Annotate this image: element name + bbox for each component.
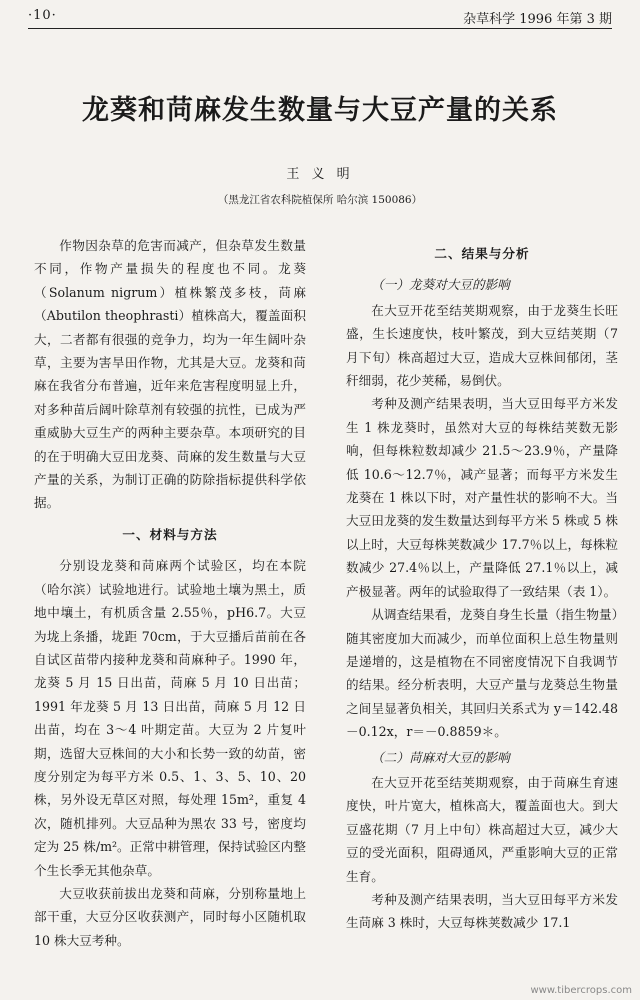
results-paragraph: 考种及测产结果表明，当大豆田每平方米发生 1 株龙葵时，虽然对大豆的每株结荚数无影响，但每株粒数却减少 21.5～23.9％，产量降低 10.6～12.7％，减产显著；而每平方米发生龙葵在 1 株以下时，对产量性状的影响不大。当大豆田龙葵的发生数量达到每平方米 5 株或 5 株以上时，大豆每株荚数减少 17.7％以上，每株粒数减少 27.4％以上，产量降低 27.1％以上，减产极显著。两年的试验取得了一致结果（表 1）。 — [346, 396, 618, 599]
results-paragraph: 在大豆开花至结荚期观察，由于龙葵生长旺盛，生长速度快，枝叶繁茂，到大豆结荚期（7 月下旬）株高超过大豆，造成大豆株间郁闭，茎秆细弱，花少荚稀，易倒伏。 — [346, 302, 618, 389]
intro-paragraph: 作物因杂草的危害而减产，但杂草发生数量不同，作物产量损失的程度也不同。龙葵（Solanum nigrum）植株繁茂多枝，苘麻（Abutilon theophrasti）植株高大，覆盖面积大，二者都有很强的竞争力，均为一年生阔叶杂草，主要为害旱田作物，尤其是大豆。龙葵和苘麻在我省分布普遍，近年来危害程度明显上升，对多种苗后阔叶除草剂有较强的抗性，已成为严重威胁大豆生产的两种主要杂草。本项研究的目的在于明确大豆田龙葵、苘麻的发生数量与大豆产量的关系，为制订正确的防除指标提供科学依据。 — [34, 238, 306, 511]
author-affiliation: （黑龙江省农科院植保所 哈尔滨 150086） — [217, 194, 423, 206]
page-number: ·10· — [28, 8, 57, 23]
article-title: 龙葵和苘麻发生数量与大豆产量的关系 — [82, 95, 558, 126]
subsection-heading-nightshade: （一）龙葵对大豆的影响 — [371, 277, 510, 293]
article-author: 王 义 明 — [286, 167, 354, 182]
left-column — [34, 234, 306, 952]
results-paragraph: 在大豆开花至结荚期观察，由于苘麻生育速度快，叶片宽大，植株高大，覆盖面也大。到大豆盛花期（7 月上中旬）株高超过大豆，减少大豆的受光面积，阻碍通风，严重影响大豆的正常生育。 — [346, 774, 618, 884]
methods-paragraph: 分别设龙葵和苘麻两个试验区，均在本院（哈尔滨）试验地进行。试验地土壤为黑土，质地中壤土，有机质含量 2.55％，pH6.7。大豆为垅上条播，垅距 70cm，于大豆播后苗前在各自试区苗带内接种龙葵和苘麻种子。1990 年，龙葵 5 月 15 日出苗，苘麻 5 月 10 日出苗；1991 年龙葵 5 月 13 日出苗，苘麻 5 月 12 日出苗，均在 3～4 叶期定苗。大豆为 2 片复叶期，选留大豆株间的大小和长势一致的幼苗，密度分别定为每平方米 0.5、1、3、5、10、20 株，另外设无草区对照，每处理 15m²，重复 4 次，随机排列。大豆品种为黑农 33 号，密度均定为 25 株/m²。正常中耕管理，保持试验区内整个生长季无其他杂草。 — [34, 558, 306, 878]
section-heading-methods: 一、材料与方法 — [122, 526, 218, 542]
section-heading-results: 二、结果与分析 — [434, 246, 530, 261]
page-header — [28, 6, 612, 29]
results-paragraph: 考种及测产结果表明，当大豆田每平方米发生苘麻 3 株时，大豆每株荚数减少 17.1 — [346, 891, 618, 931]
watermark: www.tibercrops.com — [530, 985, 632, 996]
methods-paragraph: 大豆收获前拔出龙葵和苘麻，分别称量地上部干重，大豆分区收获测产，同时每小区随机取 10 株大豆考种。 — [34, 885, 306, 948]
journal-issue: 杂草科学 1996 年第 3 期 — [463, 12, 612, 27]
right-column — [346, 234, 618, 935]
results-paragraph: 从调查结果看，龙葵自身生长量（指生物量）随其密度加大而减少，而单位面积上总生物量则是递增的，这是植物在不同密度情况下自我调节的结果。经分析表明，大豆产量与龙葵总生物量之间呈显著负相关，其回归关系式为 y＝142.48－0.12x，r＝－0.8859＊。 — [346, 607, 618, 740]
subsection-heading-velvetleaf: （二）苘麻对大豆的影响 — [371, 749, 510, 765]
